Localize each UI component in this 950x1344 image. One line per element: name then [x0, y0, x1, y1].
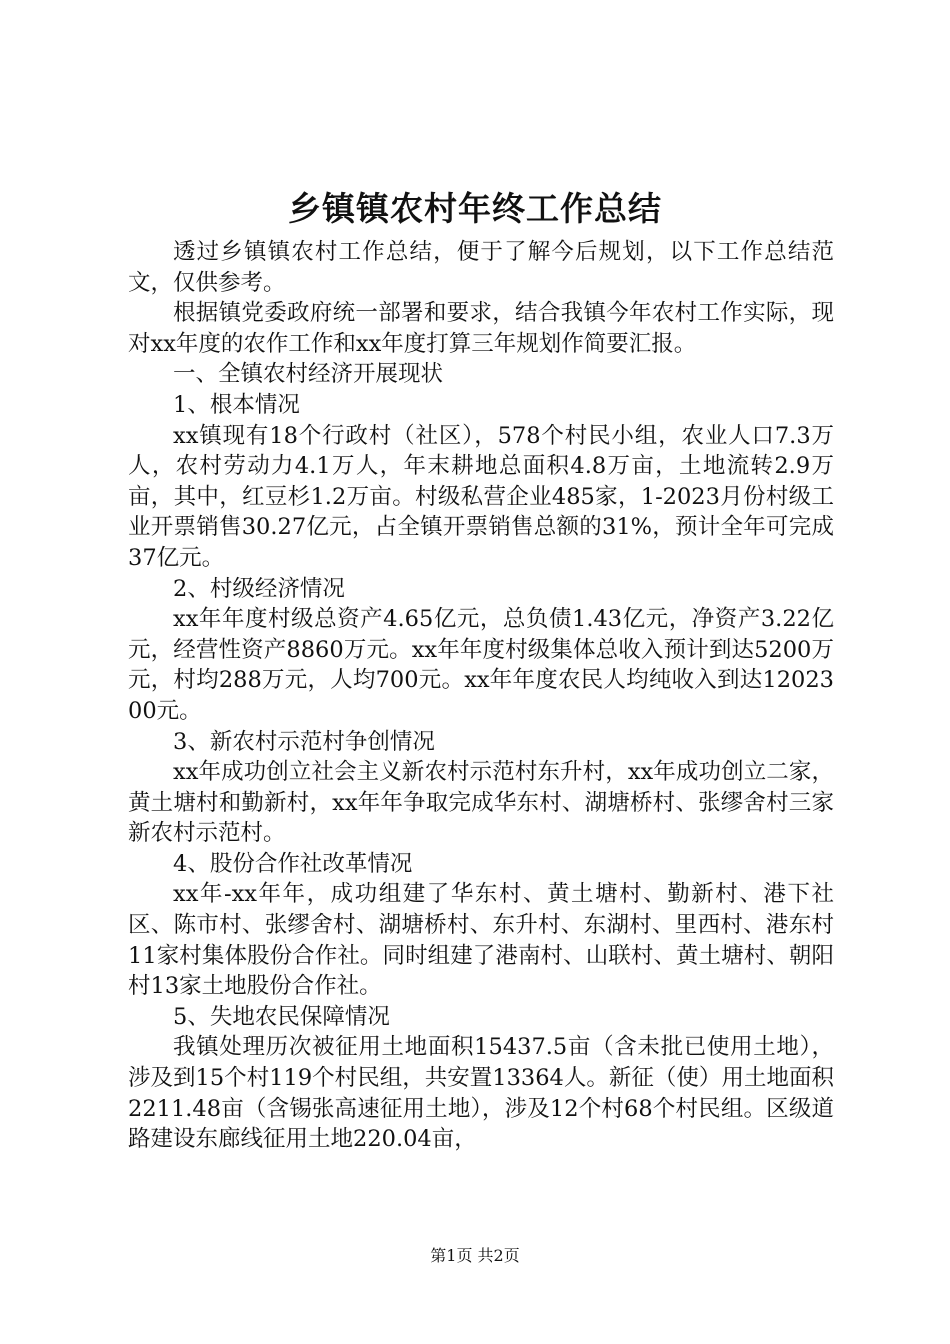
paragraph: xx年成功创立社会主义新农村示范村东升村，xx年成功创立二家，黄土塘村和勤新村，xx年年争取完成华东村、湖塘桥村、张缪舍村三家新农村示范村。: [128, 759, 834, 847]
paragraph-preface: 根据镇党委政府统一部署和要求，结合我镇今年农村工作实际，现对xx年度的农作工作和xx年度打算三年规划作简要汇报。: [128, 300, 834, 357]
page-number-footer: 第1页 共2页: [430, 1246, 520, 1265]
paragraph: xx年-xx年年，成功组建了华东村、黄土塘村、勤新村、港下社区、陈市村、张缪舍村、湖塘桥村、东升村、东湖村、里西村、港东村11家村集体股份合作社。同时组建了港南村、山联村、黄土塘村、朝阳村13家土地股份合作社。: [128, 881, 834, 1000]
subsection-heading: 2、村级经济情况: [173, 575, 345, 602]
document-body: [128, 237, 834, 1155]
paragraph: xx年年度村级总资产4.65亿元，总负债1.43亿元，净资产3.22亿元，经营性资产8860万元。xx年年度村级集体总收入预计到达5200万元，村均288万元，人均700元。xx年年度农民人均纯收入到达1202300元。: [128, 606, 834, 724]
subsection-heading: 5、失地农民保障情况: [173, 1003, 390, 1030]
paragraph: 我镇处理历次被征用土地面积15437.5亩（含未批已使用土地），涉及到15个村119个村民组，共安置13364人。新征（使）用土地面积2211.48亩（含锡张高速征用土地），涉及12个村68个村民组。区级道路建设东廊线征用土地220.04亩，: [128, 1034, 834, 1153]
document-title: 乡镇镇农村年终工作总结: [288, 189, 662, 228]
subsection-heading: 4、股份合作社改革情况: [173, 850, 413, 877]
subsection-heading: 3、新农村示范村争创情况: [173, 728, 435, 755]
paragraph-intro: 透过乡镇镇农村工作总结，便于了解今后规划，以下工作总结范文，仅供参考。: [128, 239, 834, 296]
section-heading: 一、全镇农村经济开展现状: [173, 361, 444, 388]
paragraph: xx镇现有18个行政村（社区），578个村民小组，农业人口7.3万人，农村劳动力4.1万人，年末耕地总面积4.8万亩，土地流转2.9万亩，其中，红豆杉1.2万亩。村级私营企业485家，1-2023月份村级工业开票销售30.27亿元，占全镇开票销售总额的31%，预计全年可完成37亿元。: [128, 422, 834, 571]
subsection-heading: 1、根本情况: [173, 391, 300, 418]
